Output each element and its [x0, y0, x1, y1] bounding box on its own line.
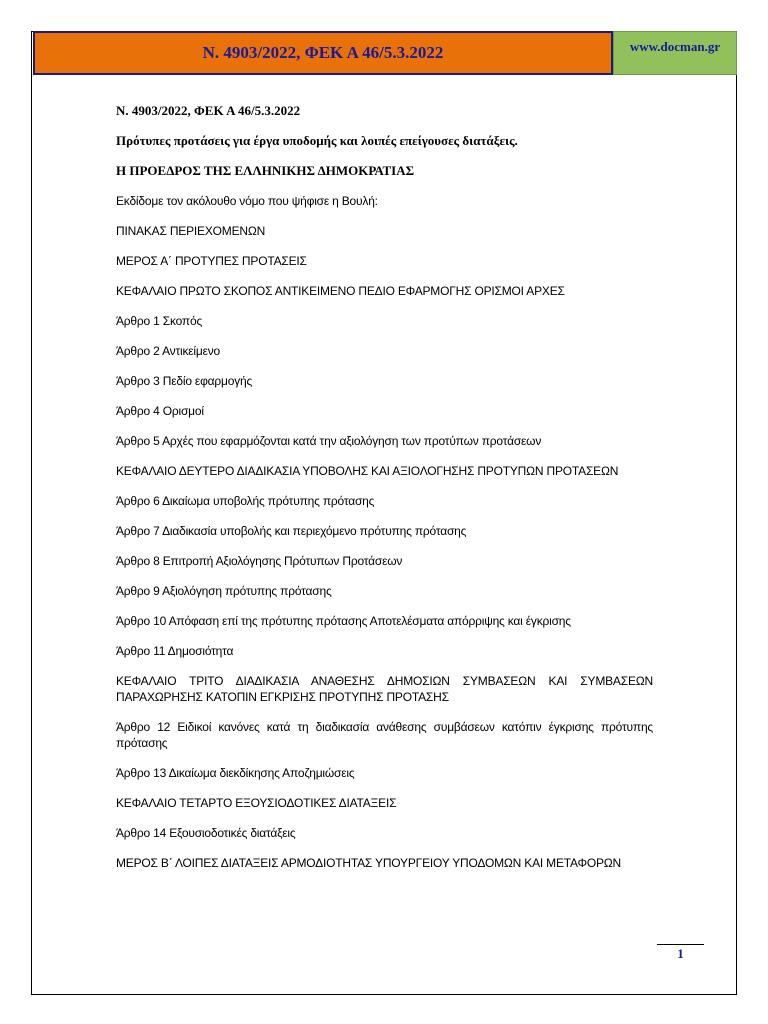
toc-chapter-1: ΚΕΦΑΛΑΙΟ ΠΡΩΤΟ ΣΚΟΠΟΣ ΑΝΤΙΚΕΙΜΕΝΟ ΠΕΔΙΟ ΕΦΑΡΜΟΓΗΣ ΟΡΙΣΜΟΙ ΑΡΧΕΣ [116, 284, 565, 298]
toc-chapter-2: ΚΕΦΑΛΑΙΟ ΔΕΥΤΕΡΟ ΔΙΑΔΙΚΑΣΙΑ ΥΠΟΒΟΛΗΣ ΚΑΙ ΑΞΙΟΛΟΓΗΣΗΣ ΠΡΟΤΥΠΩΝ ΠΡΟΤΑΣΕΩΝ [116, 464, 619, 478]
toc-article-8: Άρθρο 8 Επιτροπή Αξιολόγησης Πρότυπων Προτάσεων [116, 554, 403, 568]
president-heading: Η ΠΡΟΕΔΡΟΣ ΤΗΣ ΕΛΛΗΝΙΚΗΣ ΔΗΜΟΚΡΑΤΙΑΣ [116, 163, 415, 178]
toc-article-5: Άρθρο 5 Αρχές που εφαρμόζονται κατά την αξιολόγηση των προτύπων προτάσεων [116, 434, 542, 448]
header-site-link[interactable]: www.docman.gr [629, 39, 721, 54]
toc-article-14: Άρθρο 14 Εξουσιοδοτικές διατάξεις [116, 826, 296, 840]
page-number-rule [657, 944, 704, 945]
toc-article-4: Άρθρο 4 Ορισμοί [116, 404, 204, 418]
toc-article-2: Άρθρο 2 Αντικείμενο [116, 344, 221, 358]
toc-article-10: Άρθρο 10 Απόφαση επί της πρότυπης πρότασης Αποτελέσματα απόρριψης και έγκρισης [116, 614, 571, 628]
law-subject: Πρότυπες προτάσεις για έργα υποδομής και λοιπές επείγουσες διατάξεις. [116, 133, 518, 148]
header-title: Ν. 4903/2022, ΦΕΚ Α 46/5.3.2022 [202, 43, 444, 62]
header-site-cell [613, 31, 737, 75]
toc-chapter-4: ΚΕΦΑΛΑΙΟ ΤΕΤΑΡΤΟ ΕΞΟΥΣΙΟΔΟΤΙΚΕΣ ΔΙΑΤΑΞΕΙΣ [116, 796, 397, 810]
law-reference: Ν. 4903/2022, ΦΕΚ Α 46/5.3.2022 [116, 103, 301, 118]
page-number: 1 [677, 946, 684, 961]
toc-article-11: Άρθρο 11 Δημοσιότητα [116, 644, 234, 658]
toc-article-13: Άρθρο 13 Δικαίωμα διεκδίκησης Αποζημιώσεις [116, 766, 355, 780]
document-header [33, 31, 737, 75]
toc-article-6: Άρθρο 6 Δικαίωμα υποβολής πρότυπης πρότασης [116, 494, 375, 508]
header-title-cell [33, 31, 613, 75]
toc-article-7: Άρθρο 7 Διαδικασία υποβολής και περιεχόμενο πρότυπης πρότασης [116, 524, 467, 538]
toc-article-9: Άρθρο 9 Αξιολόγηση πρότυπης πρότασης [116, 584, 332, 598]
toc-title: ΠΙΝΑΚΑΣ ΠΕΡΙΕΧΟΜΕΝΩΝ [116, 224, 266, 238]
toc-part-b: ΜΕΡΟΣ Β΄ ΛΟΙΠΕΣ ΔΙΑΤΑΞΕΙΣ ΑΡΜΟΔΙΟΤΗΤΑΣ ΥΠΟΥΡΓΕΙΟΥ ΥΠΟΔΟΜΩΝ ΚΑΙ ΜΕΤΑΦΟΡΩΝ [116, 856, 621, 870]
toc-chapter-3: ΚΕΦΑΛΑΙΟ ΤΡΙΤΟ ΔΙΑΔΙΚΑΣΙΑ ΑΝΑΘΕΣΗΣ ΔΗΜΟΣΙΩΝ ΣΥΜΒΑΣΕΩΝ ΚΑΙ ΣΥΜΒΑΣΕΩΝ ΠΑΡΑΧΩΡΗΣΗΣ ΚΑΤΟΠΙΝ ΕΓΚΡΙΣΗΣ ΠΡΟΤΥΠΗΣ ΠΡΟΤΑΣΗΣ [116, 674, 653, 704]
promulgation-text: Εκδίδομε τον ακόλουθο νόμο που ψήφισε η Βουλή: [116, 194, 378, 208]
toc-article-1: Άρθρο 1 Σκοπός [116, 314, 203, 328]
toc-article-12: Άρθρο 12 Ειδικοί κανόνες κατά τη διαδικασία ανάθεσης συμβάσεων κατόπιν έγκρισης πρότυπης πρότασης [116, 720, 653, 750]
toc-part-a: ΜΕΡΟΣ Α΄ ΠΡΟΤΥΠΕΣ ΠΡΟΤΑΣΕΙΣ [116, 254, 307, 268]
toc-article-3: Άρθρο 3 Πεδίο εφαρμογής [116, 374, 253, 388]
document-body [116, 103, 653, 885]
